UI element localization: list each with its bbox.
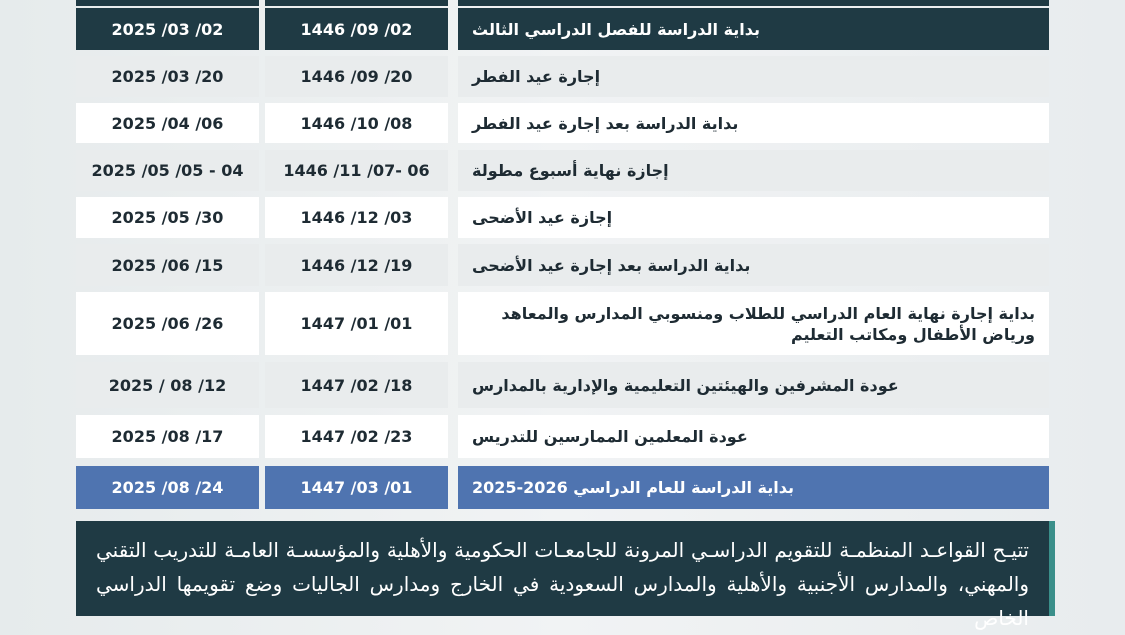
table-row (0, 362, 1125, 408)
note-accent-bar (1049, 521, 1055, 616)
table-row (0, 56, 1125, 97)
gregorian-date: 2025 /03 /20 (76, 56, 259, 97)
event-label: بداية الدراسة بعد إجارة عيد الأضحى (458, 244, 1049, 286)
hijri-date: 1447 /03 /01 (265, 466, 448, 509)
hijri-date: 1446 /09 /02 (265, 8, 448, 50)
gregorian-date: 2025 /08 /24 (76, 466, 259, 509)
table-row (0, 8, 1125, 50)
top-strip (458, 0, 1049, 6)
table-row (0, 244, 1125, 286)
table-row (0, 466, 1125, 509)
event-label: بداية الدراسة للعام الدراسي 2026-2025 (458, 466, 1049, 509)
hijri-date: 1446 /10 /08 (265, 103, 448, 143)
gregorian-date: 2025 /08 /17 (76, 415, 259, 458)
top-strip (76, 0, 259, 6)
event-label: إجازة نهاية أسبوع مطولة (458, 150, 1049, 191)
table-row (0, 197, 1125, 238)
note-text: تتيـح القواعـد المنظمـة للتقويم الدراسـي المرونة للجامعـات الحكومية والأهلية والمؤسسـة العامـة للتدريب التقني والمهني، والمدارس الأجنبية والأهلية والمدارس السعودية في الخارج ومدارس الجاليات وضع تقويمها الدراسي الخاص (96, 538, 1029, 630)
gregorian-date: 2025 /05 /30 (76, 197, 259, 238)
gregorian-date: 2025 /06 /15 (76, 244, 259, 286)
table-row (0, 103, 1125, 143)
table-row (0, 292, 1125, 355)
event-label: عودة المعلمين الممارسين للتدريس (458, 415, 1049, 458)
table-row (0, 150, 1125, 191)
hijri-date: 1447 /02 /23 (265, 415, 448, 458)
hijri-date: 1446 /11 /07- 06 (265, 150, 448, 191)
event-label: بداية الدراسة بعد إجارة عيد الفطر (458, 103, 1049, 143)
hijri-date: 1446 /12 /19 (265, 244, 448, 286)
gregorian-date: 2025 /04 /06 (76, 103, 259, 143)
hijri-date: 1447 /02 /18 (265, 362, 448, 408)
gregorian-date: 2025 /06 /26 (76, 292, 259, 355)
event-label: بداية إجارة نهاية العام الدراسي للطلاب ومنسوبي المدارس والمعاهد ورياض الأطفال ومكاتب التعليم (458, 292, 1049, 355)
gregorian-date: 2025 /03 /02 (76, 8, 259, 50)
hijri-date: 1446 /12 /03 (265, 197, 448, 238)
hijri-date: 1446 /09 /20 (265, 56, 448, 97)
event-label: إجازة عيد الأضحى (458, 197, 1049, 238)
note-box (76, 521, 1049, 630)
hijri-date: 1447 /01 /01 (265, 292, 448, 355)
gregorian-date: 2025 / 08 /12 (76, 362, 259, 408)
event-label: عودة المشرفين والهيئتين التعليمية والإدارية بالمدارس (458, 362, 1049, 408)
event-label: بداية الدراسة للفصل الدراسي الثالث (458, 8, 1049, 50)
event-label: إجارة عيد الفطر (458, 56, 1049, 97)
gregorian-date: 2025 /05 /05 - 04 (76, 150, 259, 191)
table-row (0, 415, 1125, 458)
top-strip (265, 0, 448, 6)
